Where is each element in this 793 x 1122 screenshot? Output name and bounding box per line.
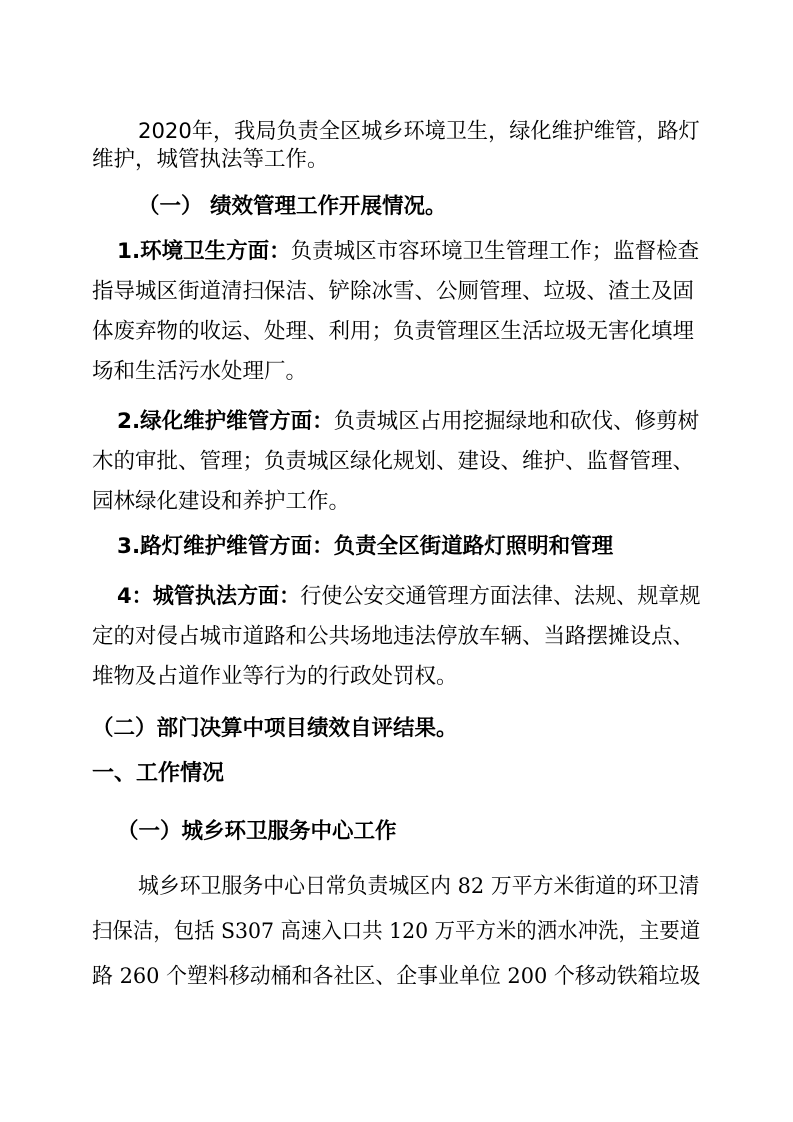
- item-4-heading: 4：城管执法方面：: [117, 584, 301, 609]
- item-1-line-1: [117, 241, 699, 263]
- subsection-1-title: （一）城乡环卫服务中心工作: [117, 819, 397, 844]
- item-2-heading: 2.绿化维护维管方面：: [117, 409, 334, 434]
- intro-line-1: 2020年，我局负责全区城乡环境卫生，绿化维护维管，路灯: [138, 119, 700, 144]
- item-2-text: 负责城区占用挖掘绿地和砍伐、修剪树: [333, 409, 700, 434]
- paragraph-line-2: 扫保洁，包括 S307 高速入口共 120 万平方米的洒水冲洗，主要道: [92, 919, 701, 944]
- item-4-line-3: 堆物及占道作业等行为的行政处罚权。: [92, 664, 458, 689]
- section-2-title: （二）部门决算中项目绩效自评结果。: [92, 716, 458, 741]
- heading-work-status: 一、工作情况: [92, 761, 225, 786]
- item-1-line-2: 指导城区街道清扫保洁、铲除冰雪、公厕管理、垃圾、渣土及固: [92, 279, 695, 304]
- item-3-text: 负责全区街道路灯照明和管理: [333, 534, 614, 559]
- item-4-line-2: 定的对侵占城市道路和公共场地违法停放车辆、当路摆摊设点、: [92, 624, 695, 649]
- item-1-text: 负责城区市容环境卫生管理工作；监督检查: [290, 239, 700, 264]
- item-1-heading: 1.环境卫生方面：: [117, 239, 291, 264]
- intro-line-2: 维护，城管执法等工作。: [92, 147, 329, 172]
- item-3-heading: 3.路灯维护维管方面：: [117, 534, 334, 559]
- item-4-text: 行使公安交通管理方面法律、法规、规章规: [300, 584, 701, 609]
- paragraph-line-1: 城乡环卫服务中心日常负责城区内 82 万平方米街道的环卫清: [138, 874, 700, 899]
- item-1-line-4: 场和生活污水处理厂。: [92, 359, 308, 384]
- item-2-line-2: 木的审批、管理；负责城区绿化规划、建设、维护、监督管理、: [92, 449, 695, 474]
- item-1-line-3: 体废弃物的收运、处理、利用；负责管理区生活垃圾无害化填埋: [92, 319, 695, 344]
- item-2-line-3: 园林绿化建设和养护工作。: [92, 489, 351, 514]
- paragraph-line-3: 路 260 个塑料移动桶和各社区、企事业单位 200 个移动铁箱垃圾: [92, 964, 701, 989]
- item-2-line-1: [117, 411, 699, 433]
- item-3-line-1: [117, 536, 613, 558]
- item-4-line-1: [117, 586, 700, 608]
- section-1-title: （一） 绩效管理工作开展情况。: [138, 194, 447, 219]
